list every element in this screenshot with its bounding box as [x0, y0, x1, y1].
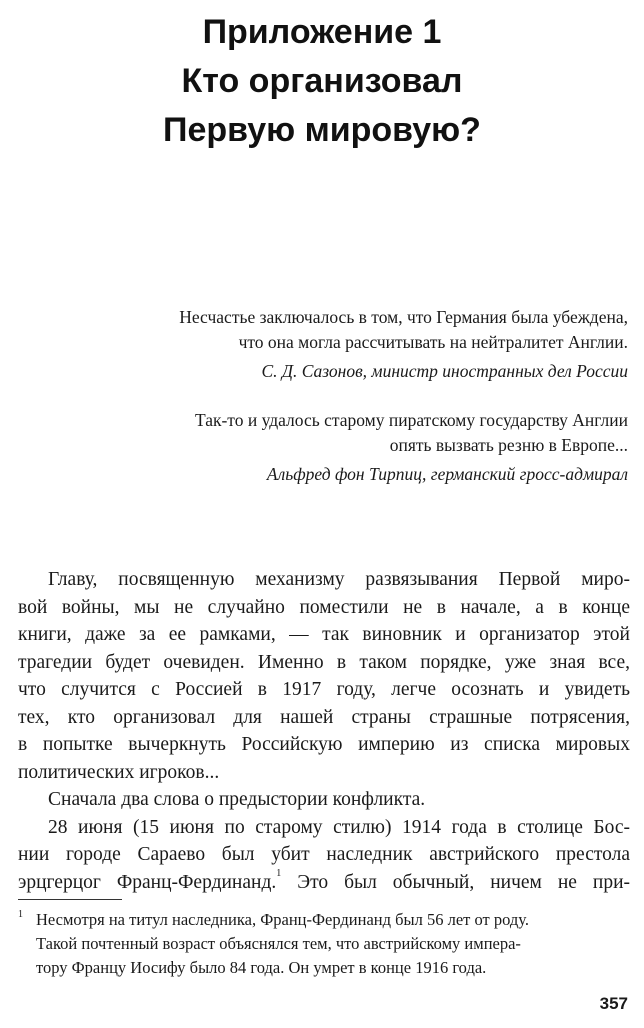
paragraph-2 — [18, 786, 630, 814]
paragraph-3 — [18, 814, 630, 897]
footnote-line: Несмотря на титул наследника, Франц-Фердинанд был 56 лет от роду. — [36, 910, 529, 929]
epigraph-line: что она могла рассчитывать на нейтралитет Англии. — [238, 332, 628, 352]
title-line: Приложение 1 — [202, 13, 442, 51]
epigraph-line: Несчастье заключалось в том, что Германия была убеждена, — [179, 307, 628, 327]
text-line: 28 июня (15 июня по старому стилю) 1914 года в столице Бос- — [48, 816, 630, 838]
paragraph-1 — [18, 566, 630, 786]
text-line: политических игроков... — [18, 761, 220, 783]
footnote-line: тору Францу Иосифу было 84 года. Он умрет в конце 1916 года. — [36, 958, 487, 977]
text-line: трагедии будет очевиден. Именно в таком порядке, уже зная все, — [18, 651, 630, 673]
chapter-title — [0, 8, 644, 155]
text-line: что случится с Россией в 1917 году, легче осознать и увидеть — [18, 679, 630, 700]
text-line: вой войны, мы не случайно поместили не в начале, а в конце — [18, 596, 630, 618]
text-fragment: Это был обычный, ничем не при- — [281, 871, 630, 893]
footnote-line: Такой почтенный возраст объяснялся тем, что австрийскому импера- — [36, 934, 521, 953]
title-line: Первую мировую? — [163, 111, 481, 149]
epigraph-sazonov — [28, 305, 628, 384]
footnote-reference[interactable]: 1 — [276, 867, 282, 879]
text-line: Главу, посвященную механизму развязывания Первой миро- — [48, 569, 630, 590]
text-fragment: эрцгерцог Франц-Фердинанд. — [18, 871, 277, 893]
text-line: Сначала два слова о предыстории конфликта. — [48, 789, 426, 810]
page-number: 357 — [599, 994, 628, 1013]
epigraph-line: опять вызвать резню в Европе... — [389, 435, 628, 455]
epigraph-author: С. Д. Сазонов, министр иностранных дел России — [261, 361, 628, 381]
footnote — [18, 908, 630, 980]
text-line: нии городе Сараево был убит наследник австрийского престола — [18, 844, 630, 865]
text-line: книги, даже за ее рамками, — так виновник и организатор этой — [18, 624, 630, 645]
title-line: Кто организовал — [181, 62, 463, 100]
text-line: тех, кто организовал для нашей страны страшные потрясения, — [18, 706, 630, 728]
epigraph-tirpitz — [28, 408, 628, 487]
epigraph-line: Так-то и удалось старому пиратскому государству Англии — [194, 410, 628, 430]
epigraph-author: Альфред фон Тирпиц, германский гросс-адмирал — [266, 464, 628, 484]
text-line: в попытке вычеркнуть Российскую империю из списка мировых — [18, 734, 630, 755]
epigraphs — [28, 305, 628, 511]
text-line — [18, 869, 630, 897]
footnote-marker: 1 — [18, 909, 23, 920]
footnote-divider — [18, 899, 122, 900]
main-text — [18, 566, 630, 896]
